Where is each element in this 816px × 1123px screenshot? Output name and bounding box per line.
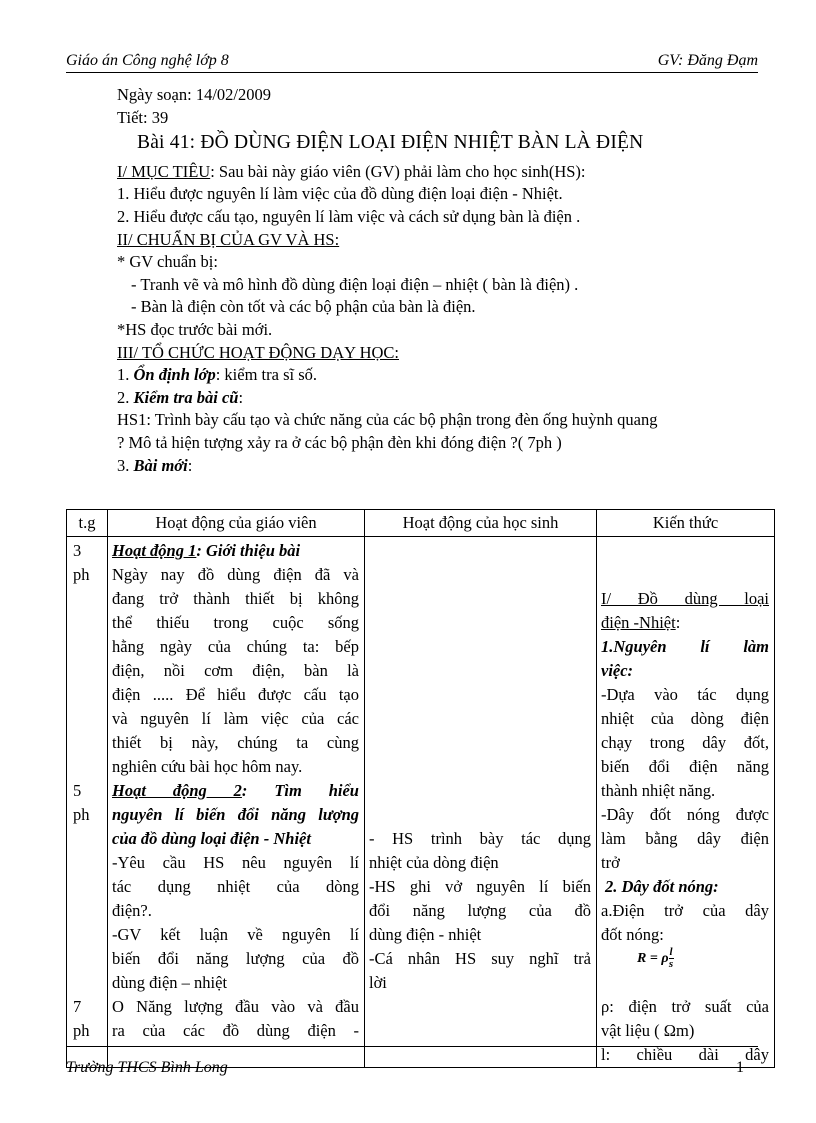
step-3 [117, 455, 807, 478]
formula-numerator: l [669, 945, 673, 958]
hs-text-line: -Cá nhân HS suy nghĩ trả [369, 949, 591, 968]
knowledge-section-1: I/ Đồ dùng loại [601, 589, 769, 608]
knowledge-section-1-colon: : [675, 613, 681, 632]
period-line: Tiết: 39 [117, 107, 169, 127]
kt-text-line: thành nhiệt năng. [601, 781, 716, 800]
gv-text-line: thiết bị này, chúng ta cùng [112, 733, 359, 752]
kt-text-line: a.Điện trở của dây [601, 901, 769, 920]
kt-text-line: biến đổi điện năng [601, 757, 769, 776]
header-course: Giáo án Công nghệ lớp 8 [66, 52, 229, 69]
formula-fraction [669, 947, 674, 970]
preparation-heading: II/ CHUẨN BỊ CỦA GV VÀ HS: [117, 229, 340, 249]
time-mark: 5 [73, 781, 82, 800]
knowledge-section-1-cont [601, 611, 769, 635]
step-1-num: 1. [117, 365, 134, 385]
gv-prep-label: * GV chuẩn bị: [117, 252, 218, 272]
activity-1-title: : Giới thiệu bài [196, 541, 301, 560]
gv-text-line: tác dụng nhiệt của dòng [112, 877, 359, 896]
gv-text-line: đang trở thành thiết bị không [112, 589, 359, 608]
page-number: 1 [736, 1059, 744, 1076]
knowledge-subheading-1: 1.Nguyên lí làm [601, 637, 769, 656]
time-mark: ph [73, 1021, 90, 1040]
step-2-num: 2. [117, 387, 134, 407]
activity-1-label: Hoạt động 1 [112, 541, 197, 560]
objective-item-1: 1. Hiểu được nguyên lí làm việc của đồ dùng điện loại điện - Nhiệt. [117, 184, 563, 204]
step-2-label: Kiểm tra bài cũ [133, 387, 239, 407]
teacher-activity-cell [108, 537, 365, 1068]
time-mark: 7 [73, 997, 82, 1016]
gv-text-line: điện ..... Để hiểu được cấu tạo [112, 685, 359, 704]
step-1-label: Ổn định lớp [133, 365, 216, 385]
gv-text-line: Ngày nay đồ dùng điện đã và [112, 565, 359, 584]
kt-text-line: ρ: điện trở suất của [601, 997, 769, 1016]
hs-text-line: dùng điện - nhiệt [369, 925, 482, 944]
lesson-intro [117, 84, 807, 477]
knowledge-section-1-line-2: điện -Nhiệt [601, 613, 676, 632]
gv-text-line: và nguyên lí làm việc của các [112, 709, 359, 728]
time-mark: ph [73, 805, 90, 824]
step-1 [117, 364, 807, 387]
activity-2-title: : Tìm hiểu [241, 781, 359, 800]
time-mark: ph [73, 565, 90, 584]
gv-text-line: -Yêu cầu HS nêu nguyên lí [112, 853, 359, 872]
page-footer [66, 1046, 758, 1076]
gv-text-line: ra của các đồ dùng điện - [112, 1021, 359, 1040]
header-teacher: GV: Đăng Đạm [657, 52, 758, 69]
table-header-row [67, 510, 775, 537]
gv-text-line: hằng ngày của chúng ta: bếp [112, 637, 359, 656]
activity-2-heading [112, 779, 359, 803]
student-activity-cell [365, 537, 597, 1068]
objectives-line [117, 161, 807, 184]
kt-text-line: chạy trong dây đốt, [601, 733, 769, 752]
hs-prep-line: *HS đọc trước bài mới. [117, 319, 273, 339]
page-header [66, 52, 758, 73]
col-header-knowledge: Kiến thức [597, 510, 775, 537]
objectives-intro: : Sau bài này giáo viên (GV) phải làm cho học sinh(HS): [210, 161, 586, 181]
hs1-question-line-2: ? Mô tả hiện tượng xảy ra ở các bộ phận đèn khi đóng điện ?( 7ph ) [117, 432, 562, 452]
time-cell [67, 537, 108, 1068]
gv-text-line: O Năng lượng đầu vào và đầu [112, 997, 359, 1016]
hs-text-line: nhiệt của dòng điện [369, 853, 499, 872]
gv-text-line: dùng điện – nhiệt [112, 973, 228, 992]
organization-heading: III/ TỔ CHỨC HOẠT ĐỘNG DẠY HỌC: [117, 342, 399, 362]
kt-text-line: nhiệt của dòng điện [601, 709, 769, 728]
hs-text-line: đổi năng lượng của đồ [369, 901, 591, 920]
footer-school: Trường THCS Bình Long [66, 1059, 228, 1076]
hs1-question-line-1: HS1: Trình bày cấu tạo và chức năng của các bộ phận trong đèn ống huỳnh quang [117, 410, 658, 430]
gv-prep-item-1: - Tranh vẽ và mô hình đồ dùng điện loại điện – nhiệt ( bàn là điện) . [131, 274, 579, 294]
step-3-label: Bài mới [133, 455, 188, 475]
kt-text-line: làm bằng dây điện [601, 829, 769, 848]
knowledge-subheading-1-cont: việc: [601, 661, 634, 680]
col-header-student: Hoạt động của học sinh [365, 510, 597, 537]
kt-text-line: trở [601, 853, 620, 872]
gv-text-line: -GV kết luận về nguyên lí [112, 925, 359, 944]
gv-text-line: điện, nồi cơm điện, bàn là [112, 661, 359, 680]
kt-text-line: -Dựa vào tác dụng [601, 685, 769, 704]
hs-text-line: - HS trình bày tác dụng [369, 829, 591, 848]
activity-2-label: Hoạt động 2 [112, 781, 242, 800]
activity-1-heading [112, 539, 359, 563]
gv-text-line: biến đổi năng lượng của đồ [112, 949, 359, 968]
objective-item-2: 2. Hiểu được cấu tạo, nguyên lí làm việc và cách sử dụng bàn là điện . [117, 206, 581, 226]
objectives-heading: I/ MỤC TIÊU [117, 161, 211, 181]
activity-2-title-line: nguyên lí biến đổi năng lượng [112, 805, 359, 824]
step-1-rest: : kiểm tra sĩ số. [215, 365, 317, 385]
gv-text-line: điện?. [112, 901, 152, 920]
formula-lhs: R = ρ [637, 951, 669, 966]
step-3-num: 3. [117, 455, 134, 475]
date-line: Ngày soạn: 14/02/2009 [117, 85, 271, 104]
gv-prep-item-2: - Bàn là điện còn tốt và các bộ phận của bàn là điện. [131, 297, 476, 317]
col-header-time: t.g [67, 510, 108, 537]
activity-2-title-line: của đồ dùng loại điện - Nhiệt [112, 829, 311, 848]
kt-text-line: đốt nóng: [601, 925, 664, 944]
col-header-teacher: Hoạt động của giáo viên [108, 510, 365, 537]
step-2 [117, 387, 807, 410]
knowledge-subheading-2: 2. Dây đốt nóng: [605, 877, 719, 896]
lesson-title: Bài 41: ĐỒ DÙNG ĐIỆN LOẠI ĐIỆN NHIỆT BÀN LÀ ĐIỆN [137, 132, 644, 154]
step-2-rest: : [238, 387, 244, 407]
kt-text-line: vật liệu ( Ωm) [601, 1021, 695, 1040]
lesson-table [66, 509, 775, 1068]
hs-text-line: lời [369, 973, 387, 992]
kt-text-line: -Dây đốt nóng được [601, 805, 769, 824]
formula-denominator: s [668, 957, 674, 970]
kt-text-line: l: chiều dài dây [601, 1045, 769, 1064]
step-3-rest: : [187, 455, 193, 475]
knowledge-cell [597, 537, 775, 1068]
table-row [67, 537, 775, 1068]
gv-text-line: thể thiếu trong cuộc sống [112, 613, 359, 632]
gv-text-line: nghiên cứu bài học hôm nay. [112, 757, 303, 776]
time-mark: 3 [73, 541, 82, 560]
resistance-formula [637, 945, 769, 971]
hs-text-line: -HS ghi vở nguyên lí biến [369, 877, 591, 896]
